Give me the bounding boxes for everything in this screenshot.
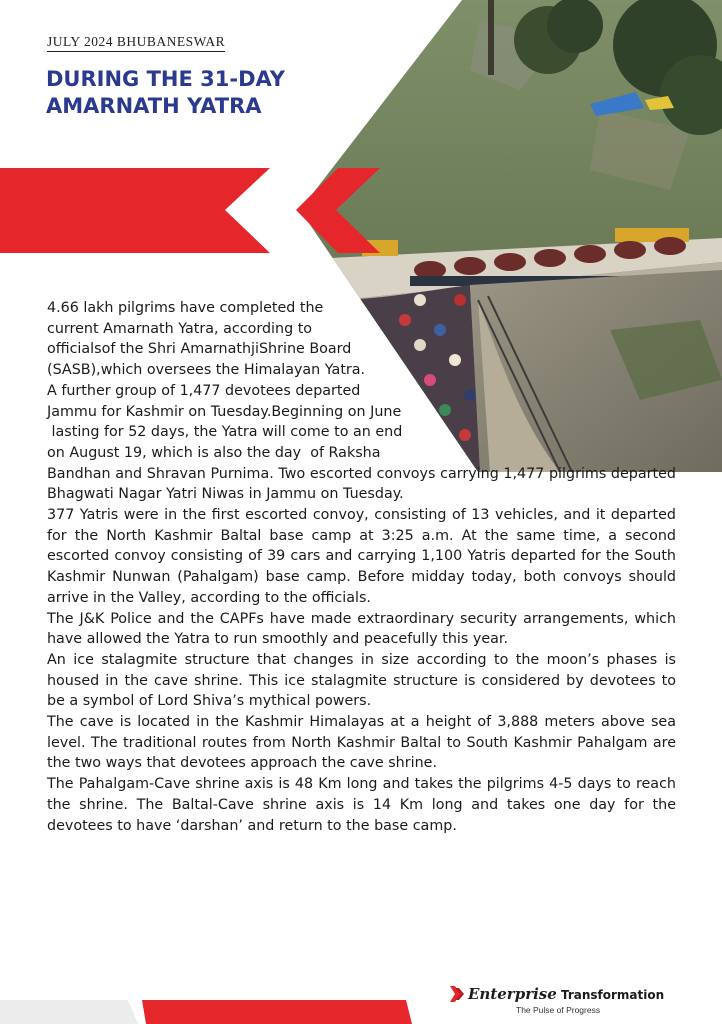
intro-line: A further group of 1,477 devotees departed: [47, 382, 361, 399]
article-body: [47, 298, 676, 836]
paragraph-2: 377 Yatris were in the first escorted convoy, consisting of 13 vehicles, and it departed for the North Kashmir Baltal base camp at 3:25 a.m. At the same time, a second escorted convoy consisting of 39 cars and carrying 1,100 Yatris departed for the South Kashmir Nunwan (Pahalgam) base camp. Before midday today, both convoys should arrive in the Valley, according to the officials.: [47, 507, 676, 606]
paragraph-3: The J&K Police and the CAPFs have made extraordinary security arrangements, which have allowed the Yatra to run smoothly and peacefully this year.: [47, 610, 676, 648]
article-intro: [47, 298, 676, 464]
intro-line: Jammu for Kashmir on Tuesday.Beginning on June: [47, 403, 402, 420]
intro-line: 4.66 lakh pilgrims have completed the: [47, 300, 324, 316]
paragraph-6: The Pahalgam-Cave shrine axis is 48 Km long and takes the pilgrims 4-5 days to reach the shrine. The Baltal-Cave shrine axis is 14 Km long and takes one day for the devotees to have ‘darshan’ and return to the base camp.: [47, 776, 676, 834]
paragraph-5: The cave is located in the Kashmir Himalayas at a height of 3,888 meters above sea level. The traditional routes from North Kashmir Baltal to South Kashmir Pahalgam are the two ways that devotees approach the cave shrine.: [47, 714, 676, 772]
intro-line: lasting for 52 days, the Yatra will come to an end: [47, 424, 403, 441]
bottom-accent-bars: [0, 996, 722, 1024]
brand-name-italic: Enterprise: [468, 985, 557, 1003]
intro-line: current Amarnath Yatra, according to: [47, 320, 313, 337]
intro-line: officialsof the Shri AmarnathjiShrine Board: [47, 341, 352, 358]
red-accent-band: [0, 168, 380, 253]
paragraph-1-continued: Bandhan and Shravan Purnima. Two escorted convoys carrying 1,477 pilgrims departed Bhagwati Nagar Yatri Niwas in Jammu on Tuesday.: [47, 465, 676, 503]
brand-name-bold: Transformation: [556, 988, 665, 1002]
brand-tagline: The Pulse of Progress: [516, 1005, 601, 1015]
dateline: JULY 2024 BHUBANESWAR: [47, 34, 225, 52]
paragraph-4: An ice stalagmite structure that changes in size according to the moon’s phases is housed in the cave shrine. This ice stalagmite structure is considered by devotees to be a symbol of Lord Shiva’s mythical powers.: [47, 651, 676, 710]
intro-line: (SASB),which oversees the Himalayan Yatra.: [47, 362, 366, 379]
intro-line: on August 19, which is also the day of Raksha: [47, 444, 381, 461]
page-title: DURING THE 31-DAY AMARNATH YATRA: [46, 67, 285, 118]
